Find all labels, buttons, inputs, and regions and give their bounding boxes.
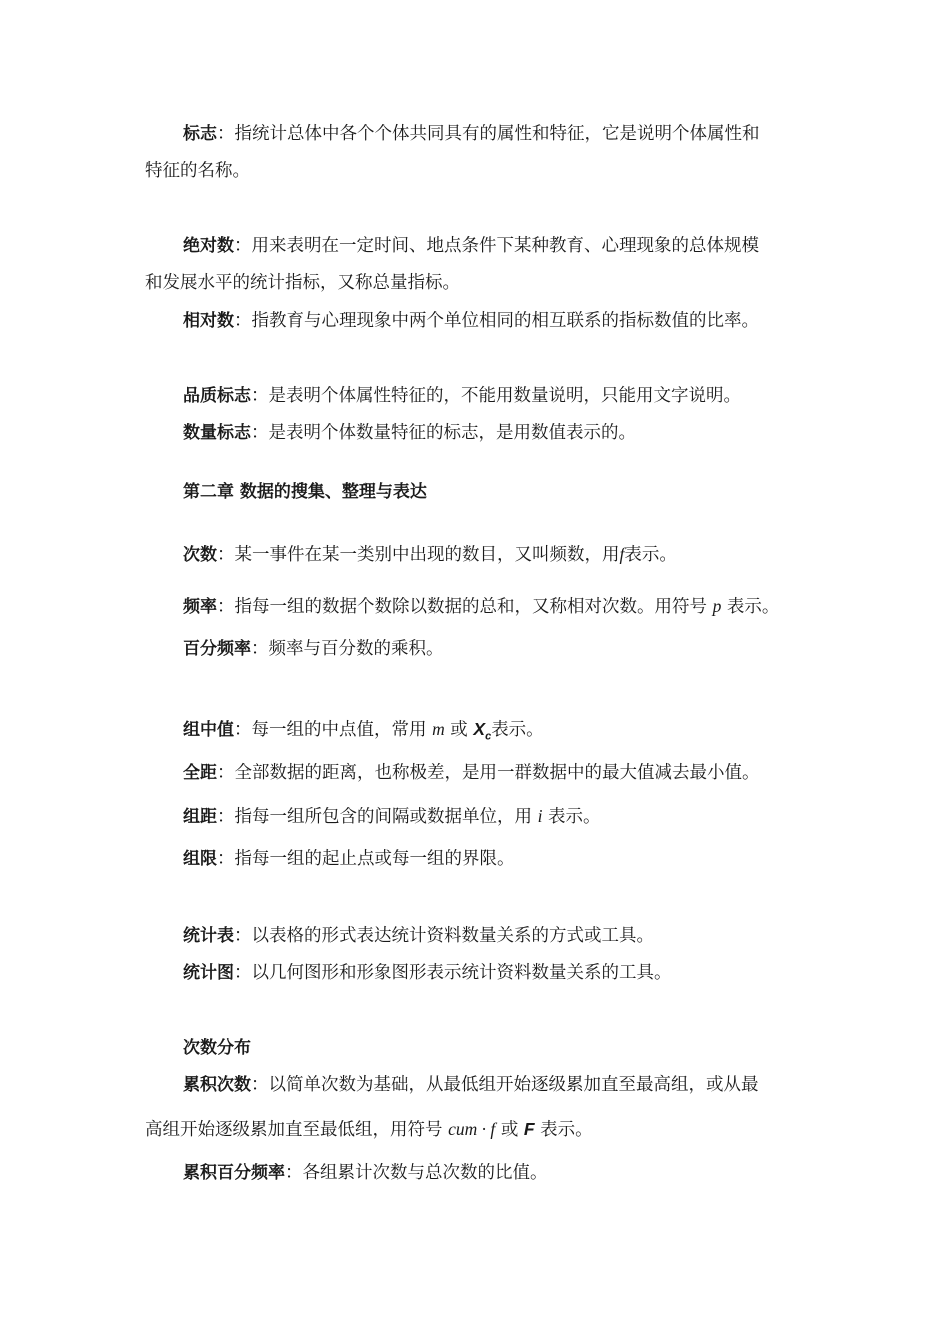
definition-leiji-line1: [183, 1074, 810, 1096]
definition-biaozhi-line1: [183, 123, 810, 145]
definition-pinlv: [183, 595, 810, 618]
definition-biaozhi-line2: [145, 160, 810, 182]
definition-baifen: [183, 638, 810, 660]
definition-text: 指统计总体中各个个体共同具有的属性和特征，它是说明个体属性和: [234, 124, 760, 144]
definition-text: 特征的名称。: [145, 161, 250, 181]
term-colon: ：: [251, 423, 269, 443]
term-colon: ：: [217, 807, 235, 827]
definition-text: 或: [500, 1120, 519, 1140]
symbol-f: f: [619, 544, 625, 564]
term-zuju: 组距: [183, 807, 217, 827]
definition-shuliang: [183, 422, 810, 444]
definition-zuju: [183, 805, 810, 828]
definition-text: 以表格的形式表达统计资料数量关系的方式或工具。: [251, 926, 654, 946]
definition-tongjibiao: [183, 925, 810, 947]
term-colon: ：: [234, 720, 252, 740]
definition-text: 以简单次数为基础，从最低组开始逐级累加直至最高组，或从最: [268, 1075, 759, 1095]
definition-text: 表示。: [624, 545, 677, 565]
definition-text: 表示。: [491, 720, 544, 740]
symbol-p: p: [712, 596, 722, 616]
symbol-subscript-c: c: [485, 730, 492, 743]
term-leijibaifen: 累积百分频率: [183, 1163, 285, 1183]
definition-text: 指每一组的起止点或每一组的界限。: [234, 849, 515, 869]
term-colon: ：: [217, 545, 235, 565]
definition-text: 用来表明在一定时间、地点条件下某种教育、心理现象的总体规模: [251, 236, 759, 256]
definition-text: 全部数据的距离，也称极差，是用一群数据中的最大值减去最小值。: [234, 763, 760, 783]
definition-tongjitu: [183, 962, 810, 984]
chapter-heading: 第二章 数据的搜集、整理与表达: [183, 482, 427, 502]
term-juedui: 绝对数: [183, 236, 234, 256]
term-colon: ：: [251, 1075, 269, 1095]
term-biaozhi: 标志: [183, 124, 217, 144]
symbol-F: F: [523, 1119, 535, 1139]
definition-leijibaifen: [183, 1162, 810, 1184]
term-tongjitu: 统计图: [183, 963, 234, 983]
term-zuxian: 组限: [183, 849, 217, 869]
term-quanju: 全距: [183, 763, 217, 783]
term-shuliang: 数量标志: [183, 423, 251, 443]
definition-zuxian: [183, 848, 810, 870]
section-heading: 次数分布: [183, 1038, 251, 1058]
definition-text: 是表明个体数量特征的标志，是用数值表示的。: [268, 423, 636, 443]
symbol-x: X: [473, 719, 486, 739]
definition-leiji-line2: [145, 1118, 810, 1141]
definition-xiangdui: [183, 310, 810, 332]
term-baifen: 百分频率: [183, 639, 251, 659]
definition-text: 频率与百分数的乘积。: [268, 639, 444, 659]
definition-cishu: [183, 543, 810, 566]
definition-text: 表示。: [726, 597, 780, 617]
definition-text: 是表明个体属性特征的，不能用数量说明，只能用文字说明。: [268, 386, 741, 406]
term-colon: ：: [234, 963, 252, 983]
term-xiangdui: 相对数: [183, 311, 234, 331]
term-leiji: 累积次数: [183, 1075, 251, 1095]
term-colon: ：: [217, 597, 235, 617]
definition-juedui-line1: [183, 235, 810, 257]
term-colon: ：: [234, 236, 252, 256]
term-cishu: 次数: [183, 545, 217, 565]
definition-text: 和发展水平的统计指标，又称总量指标。: [145, 273, 460, 293]
term-colon: ：: [234, 926, 252, 946]
definition-text: 表示。: [540, 1120, 593, 1140]
term-colon: ：: [251, 386, 269, 406]
definition-text: 表示。: [548, 807, 601, 827]
symbol-m: m: [432, 719, 445, 739]
definition-text: 每一组的中点值，常用: [251, 720, 427, 740]
term-pinlv: 频率: [183, 597, 217, 617]
term-colon: ：: [251, 639, 269, 659]
definition-zuzhong: [183, 718, 810, 748]
definition-juedui-line2: [145, 272, 810, 294]
definition-text: 指每一组所包含的间隔或数据单位，用: [234, 807, 532, 827]
definition-text: 某一事件在某一类别中出现的数目，又叫频数，用: [234, 545, 620, 565]
term-colon: ：: [285, 1163, 303, 1183]
definition-text: 各组累计次数与总次数的比值。: [302, 1163, 548, 1183]
term-colon: ：: [217, 763, 235, 783]
definition-text: 或: [450, 720, 468, 740]
definition-text: 指每一组的数据个数除以数据的总和，又称相对次数。用符号: [234, 597, 707, 617]
symbol-xc: [473, 719, 492, 743]
definition-text: 指教育与心理现象中两个单位相同的相互联系的指标数值的比率。: [251, 311, 759, 331]
definition-text: 高组开始逐级累加直至最低组，用符号: [145, 1120, 443, 1140]
term-tongjibiao: 统计表: [183, 926, 234, 946]
definition-text: 以几何图形和形象图形表示统计资料数量关系的工具。: [251, 963, 672, 983]
term-pinzhi: 品质标志: [183, 386, 251, 406]
term-colon: ：: [217, 849, 235, 869]
definition-pinzhi: [183, 385, 810, 407]
term-colon: ：: [217, 124, 235, 144]
term-zuzhong: 组中值: [183, 720, 234, 740]
symbol-cum-f: cum · f: [448, 1119, 496, 1139]
symbol-i: i: [537, 806, 543, 826]
term-colon: ：: [234, 311, 252, 331]
definition-quanju: [183, 762, 810, 784]
